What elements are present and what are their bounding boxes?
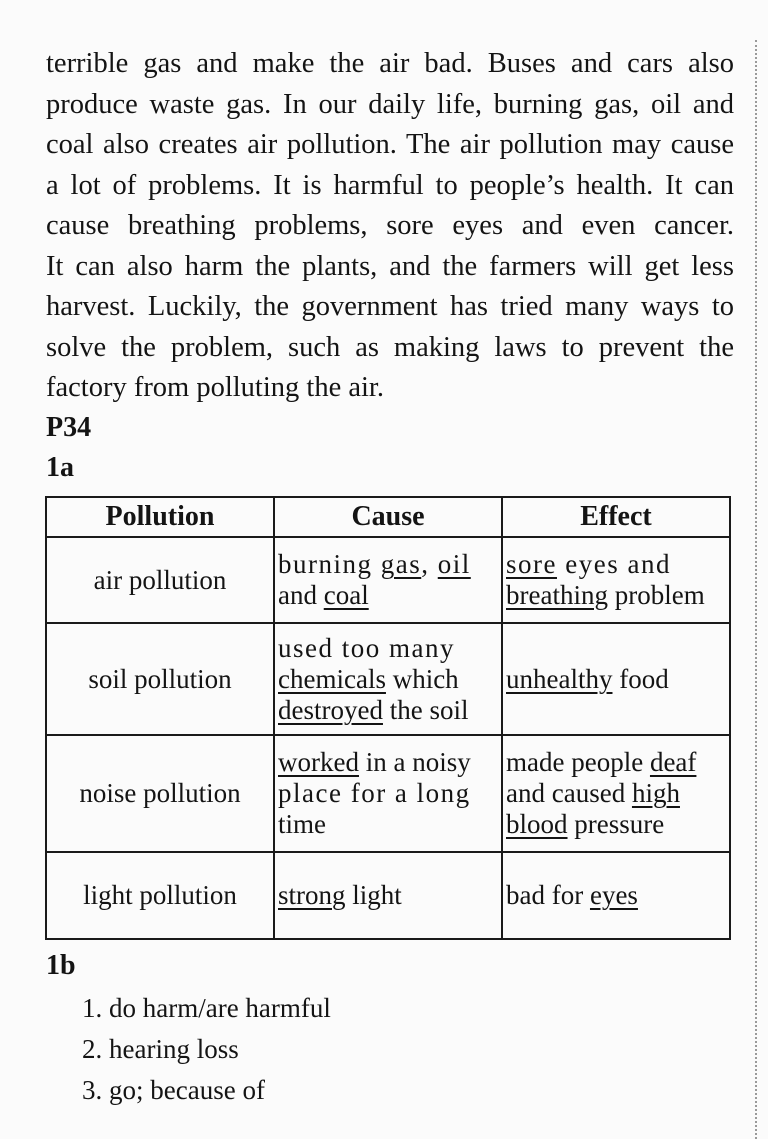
cause-cell: burning gas, oil and coal — [274, 537, 502, 623]
pollution-cell: soil pollution — [46, 623, 274, 735]
answer-list-1b — [82, 988, 331, 1111]
table-header-row — [46, 497, 730, 537]
header-effect: Effect — [502, 497, 730, 537]
effect-cell: unhealthy food — [502, 623, 730, 735]
table-row — [46, 537, 730, 623]
cause-cell: worked in a noisy place for a long time — [274, 735, 502, 852]
section-heading-1b: 1b — [46, 950, 76, 981]
page-label: P34 — [46, 412, 92, 443]
passage-line: harvest. Luckily, the government has tried many ways to — [46, 291, 734, 322]
cause-cell: used too many chemicals which destroyed the soil — [274, 623, 502, 735]
passage-line: produce waste gas. In our daily life, burning gas, oil and — [46, 88, 734, 120]
passage-line: cause breathing problems, sore eyes and even cancer. — [46, 210, 734, 241]
page-edge-divider — [755, 40, 757, 1139]
passage-line: factory from polluting the air. — [46, 372, 384, 403]
table-row — [46, 735, 730, 852]
list-item: 1. do harm/are harmful — [82, 993, 331, 1023]
header-cause: Cause — [274, 497, 502, 537]
header-pollution: Pollution — [46, 497, 274, 537]
passage-line: coal also creates air pollution. The air pollution may cause — [46, 129, 734, 160]
effect-cell: bad for eyes — [502, 852, 730, 939]
passage-line: a lot of problems. It is harmful to people’s health. It can — [46, 169, 734, 201]
table-row — [46, 852, 730, 939]
passage-line: terrible gas and make the air bad. Buses and cars also — [46, 48, 734, 79]
list-item: 2. hearing loss — [82, 1034, 239, 1064]
cause-cell: strong light — [274, 852, 502, 939]
passage-line: It can also harm the plants, and the farmers will get less — [46, 250, 734, 282]
section-heading-1a: 1a — [46, 452, 74, 483]
pollution-cell: air pollution — [46, 537, 274, 623]
effect-cell: sore eyes and breathing problem — [502, 537, 730, 623]
passage-line: solve the problem, such as making laws to prevent the — [46, 331, 734, 363]
table-row — [46, 623, 730, 735]
pollution-cell: light pollution — [46, 852, 274, 939]
list-item: 3. go; because of — [82, 1075, 265, 1105]
pollution-cell: noise pollution — [46, 735, 274, 852]
pollution-table — [45, 496, 731, 940]
effect-cell: made people deaf and caused high blood pressure — [502, 735, 730, 852]
passage-text — [46, 44, 734, 409]
